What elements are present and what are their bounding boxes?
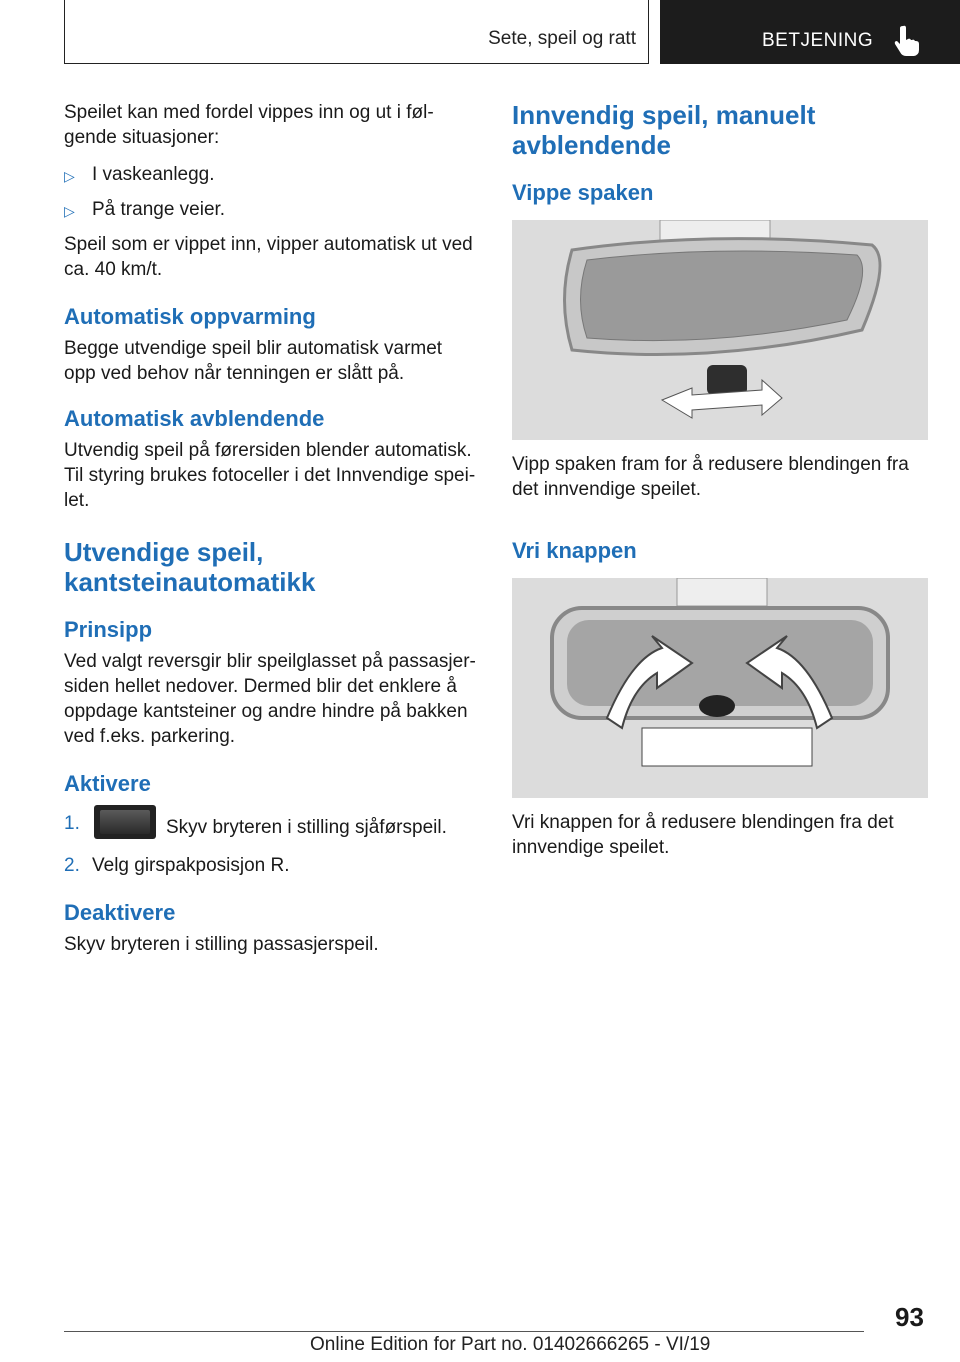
heading-auto-dim: Automatisk avblendende bbox=[64, 406, 325, 431]
list-item bbox=[64, 162, 476, 189]
list-item-text: På trange veier. bbox=[92, 199, 226, 220]
mirror-lever-illustration bbox=[512, 220, 928, 440]
heading-heating: Automatisk oppvarming bbox=[64, 304, 316, 329]
header-chapter-box bbox=[660, 0, 960, 64]
turn-knob-text: Vri knappen for å redusere blendingen fra det innvendige speilet. bbox=[512, 812, 894, 858]
tilt-lever-text: Vipp spaken fram for å redusere blendingen fra det innvendige speilet. bbox=[512, 454, 909, 500]
header-section-box bbox=[64, 0, 649, 64]
chapter-title: BETJENING bbox=[762, 30, 874, 51]
page-number: 93 bbox=[895, 1302, 924, 1332]
triangle-bullet-icon: ▷ bbox=[64, 203, 75, 219]
intro-text: Speilet kan med fordel vippes inn og ut i følgende situasjoner: bbox=[64, 102, 434, 148]
footer-edition: Online Edition for Part no. 01402666265 - VI/19 bbox=[310, 1334, 711, 1355]
auto-dim-text: Utvendig speil på førersiden blender automatisk. Til styring brukes fotoceller i det Innvendige speilet. bbox=[64, 440, 476, 511]
fold-back-text: Speil som er vippet inn, vipper automatisk ut ved ca. 40 km/t. bbox=[64, 234, 473, 280]
heading-turn-knob: Vri knappen bbox=[512, 538, 637, 563]
heading-activate: Aktivere bbox=[64, 771, 151, 796]
heating-text: Begge utvendige speil blir automatisk varmet opp ved behov når tenningen er slått på. bbox=[64, 338, 443, 384]
deactivate-text: Skyv bryteren i stilling passasjerspeil. bbox=[64, 934, 379, 955]
step-text: Velg girspakposisjon R. bbox=[92, 855, 290, 876]
heading-curb-mirrors: Utvendige speil, kantsteinautomatikk bbox=[64, 537, 316, 597]
list-item-text: I vaskeanlegg. bbox=[92, 164, 215, 185]
step-text: Skyv bryteren i stilling sjåførspeil. bbox=[166, 817, 447, 839]
mirror-switch-icon bbox=[94, 805, 156, 839]
step-number: 2. bbox=[64, 855, 80, 876]
list-item bbox=[64, 197, 476, 224]
mirror-knob-illustration bbox=[512, 578, 928, 798]
heading-interior-mirror: Innvendig speil, manuelt avblendende bbox=[512, 100, 816, 160]
section-title: Sete, speil og ratt bbox=[488, 28, 636, 49]
step-number: 1. bbox=[64, 813, 80, 834]
hand-pointer-icon bbox=[893, 24, 921, 56]
right-column bbox=[512, 100, 928, 860]
step-item bbox=[64, 853, 476, 878]
principle-text: Ved valgt reversgir blir speilglasset på passasjersiden hellet nedover. Dermed blir det enklere å oppdage kantsteiner og andre hindre på bakken ved f.eks. parkering. bbox=[64, 651, 476, 747]
heading-principle: Prinsipp bbox=[64, 617, 153, 642]
triangle-bullet-icon: ▷ bbox=[64, 168, 75, 184]
left-column bbox=[64, 100, 476, 957]
heading-deactivate: Deaktivere bbox=[64, 900, 176, 925]
heading-tilt-lever: Vippe spaken bbox=[512, 180, 654, 205]
footer-divider bbox=[64, 1331, 864, 1332]
step-item bbox=[64, 811, 476, 845]
